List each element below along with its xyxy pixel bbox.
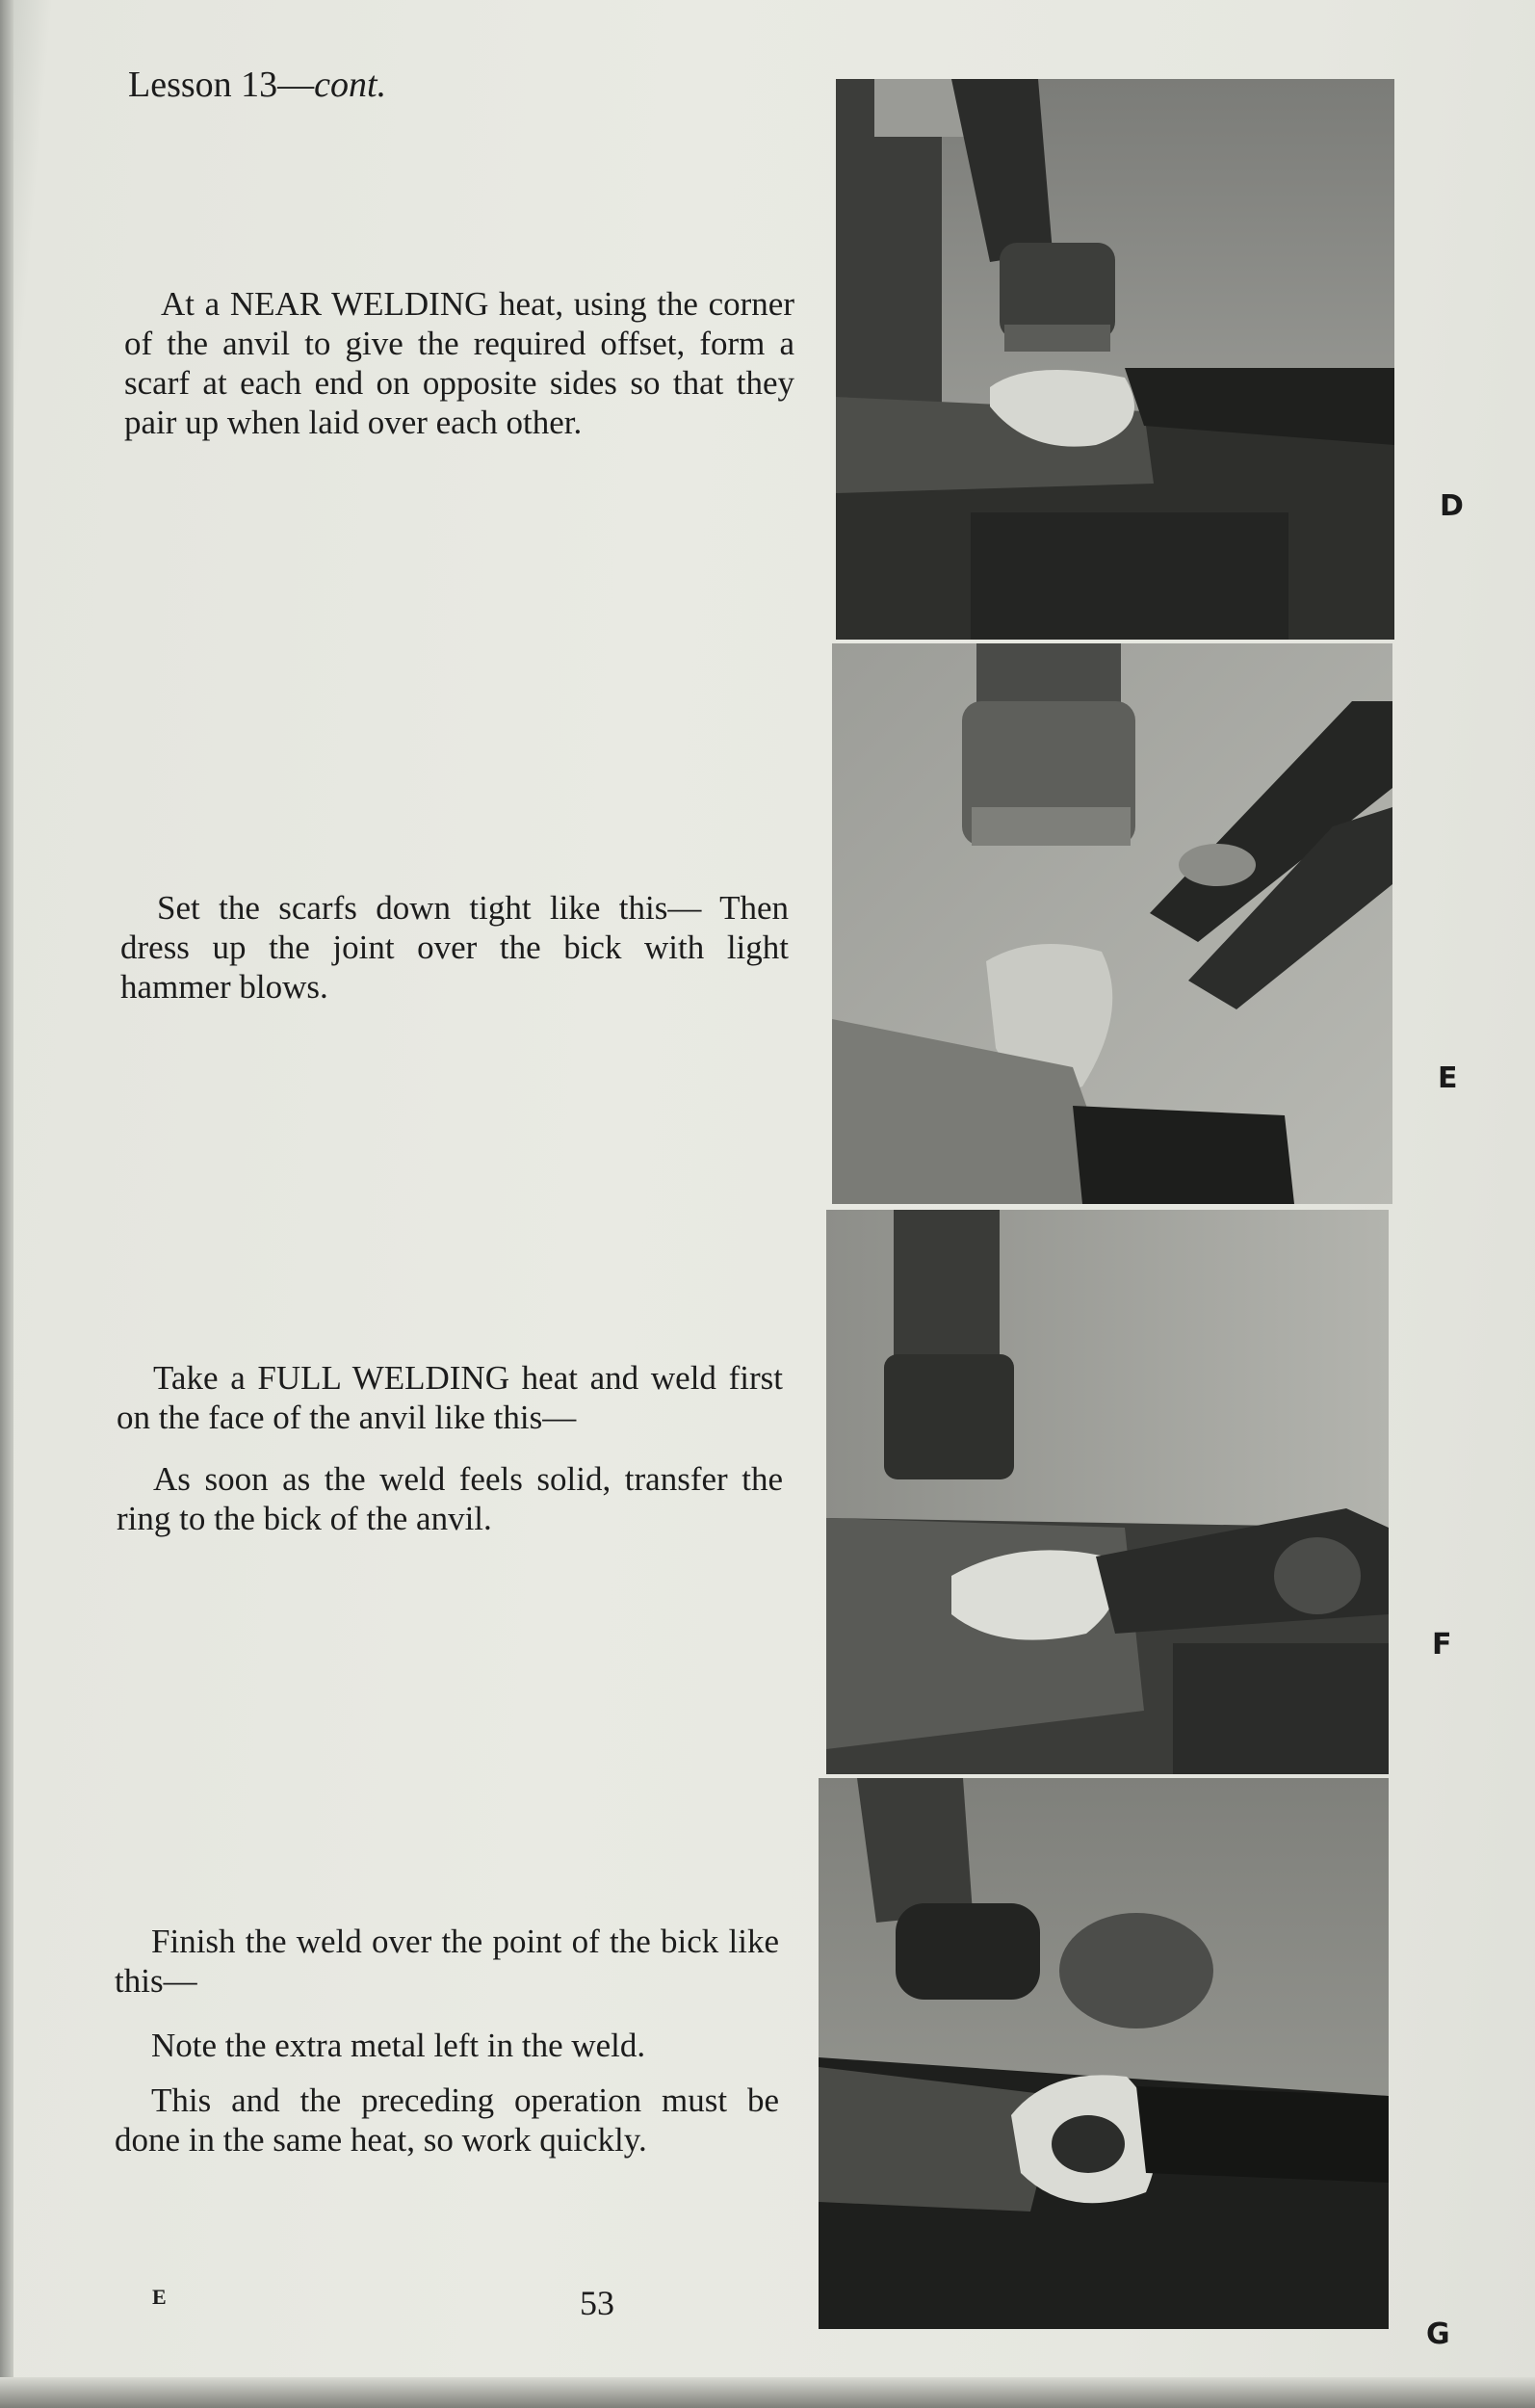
instruction-same-heat: This and the preceding operation must be done in the same heat, so work quickly.	[115, 2081, 779, 2159]
lesson-heading	[128, 64, 386, 106]
instruction-finish-weld: Finish the weld over the point of the bick like this—	[115, 1923, 779, 2000]
plate-label-d: D	[1440, 489, 1464, 523]
binding-shadow	[0, 0, 13, 2408]
ring-on-bick-photo	[819, 1778, 1389, 2329]
instruction-full-welding: Take a FULL WELDING heat and weld first on the face of the anvil like this—	[117, 1359, 783, 1436]
plate-label-e: E	[1438, 1061, 1458, 1095]
instruction-near-welding: At a NEAR WELDING heat, using the corner of the anvil to give the required offset, form a scarf at each end on opposite sides so that they pair up when laid over each other.	[124, 285, 794, 441]
plate-label-f: F	[1432, 1628, 1452, 1662]
instruction-transfer-ring: As soon as the weld feels solid, transfer the ring to the bick of the anvil.	[117, 1460, 783, 1537]
signature-mark: E	[152, 2285, 167, 2309]
instruction-note-extra-metal: Note the extra metal left in the weld.	[151, 2027, 646, 2064]
lesson-heading-prefix: Lesson 13—	[128, 65, 315, 105]
hammer-striking-scarf-photo	[836, 79, 1394, 640]
page-number: 53	[580, 2284, 614, 2322]
lesson-heading-suffix: cont.	[314, 65, 387, 105]
instruction-set-scarfs: Set the scarfs down tight like this— Then dress up the joint over the bick with light hammer blows.	[120, 889, 789, 1006]
plate-label-g: G	[1426, 2317, 1450, 2351]
page-bottom-edge	[0, 2377, 1535, 2408]
ring-on-anvil-face-photo	[826, 1210, 1389, 1774]
tongs-holding-ring-photo	[832, 643, 1392, 1204]
